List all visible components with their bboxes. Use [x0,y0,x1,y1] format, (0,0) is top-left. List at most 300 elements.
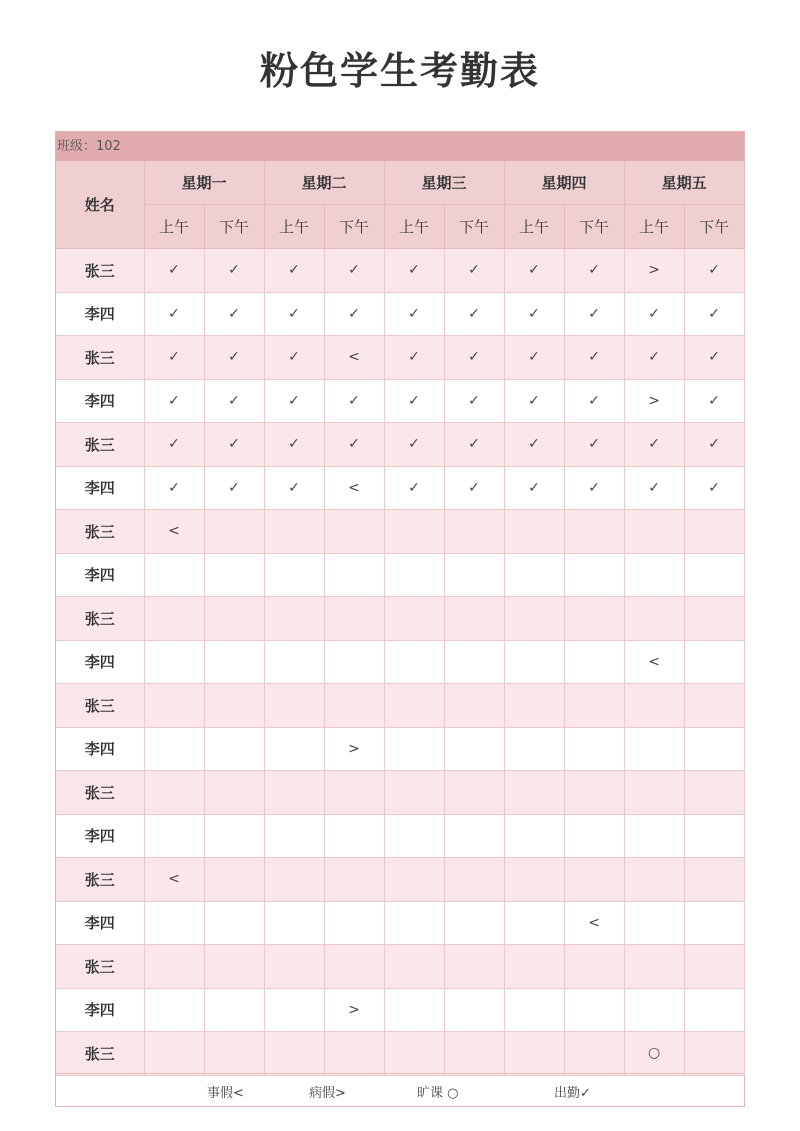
attendance-cell [624,858,684,902]
attendance-cell [264,249,324,293]
attendance-cell [264,292,324,336]
table-row [56,814,744,858]
attendance-cell [384,727,444,771]
attendance-rows [56,249,744,1076]
attendance-cell [264,379,324,423]
attendance-cell [384,1032,444,1076]
attendance-mark: ✓ [168,479,180,496]
attendance-cell [384,684,444,728]
attendance-mark: ✓ [708,262,720,279]
attendance-cell [144,379,204,423]
class-label: 班级：102 [56,132,744,161]
attendance-cell [144,597,204,641]
attendance-cell [144,292,204,336]
attendance-cell [564,510,624,554]
attendance-cell [444,292,504,336]
legend-personal-leave: 事假< [207,1086,244,1101]
student-name: 李四 [56,379,144,423]
attendance-cell [564,988,624,1032]
student-name: 李四 [56,988,144,1032]
attendance-cell [684,336,744,380]
attendance-cell [564,466,624,510]
attendance-cell [324,423,384,467]
pm-header: 下午 [204,205,264,249]
attendance-cell [624,249,684,293]
attendance-cell [504,684,564,728]
attendance-cell [444,379,504,423]
attendance-mark: > [348,740,360,757]
attendance-cell [144,1032,204,1076]
attendance-cell [264,466,324,510]
attendance-cell [144,684,204,728]
attendance-cell [444,597,504,641]
attendance-mark: ✓ [468,262,480,279]
attendance-cell [504,379,564,423]
attendance-cell [204,292,264,336]
attendance-cell [384,336,444,380]
attendance-cell [444,336,504,380]
attendance-cell [684,379,744,423]
attendance-cell [444,249,504,293]
attendance-cell [264,1032,324,1076]
attendance-mark: ✓ [348,436,360,453]
attendance-cell [384,249,444,293]
attendance-cell [564,336,624,380]
table-row [56,510,744,554]
attendance-cell [624,640,684,684]
attendance-cell [384,901,444,945]
attendance-cell [684,988,744,1032]
student-name: 张三 [56,771,144,815]
attendance-cell [504,727,564,771]
attendance-cell [564,1032,624,1076]
legend-sick-leave: 病假> [309,1086,346,1101]
attendance-cell [684,249,744,293]
attendance-cell [384,858,444,902]
attendance-cell [324,466,384,510]
attendance-cell [264,771,324,815]
attendance-cell [324,1032,384,1076]
attendance-cell [564,814,624,858]
attendance-cell [264,945,324,989]
attendance-cell [144,249,204,293]
attendance-cell [684,597,744,641]
attendance-cell [564,901,624,945]
attendance-cell [624,336,684,380]
attendance-mark: ✓ [528,305,540,322]
attendance-cell [324,597,384,641]
attendance-mark: ✓ [468,305,480,322]
attendance-cell [504,510,564,554]
attendance-mark: ✓ [468,436,480,453]
table-row [56,597,744,641]
attendance-cell [204,901,264,945]
attendance-cell [204,597,264,641]
attendance-mark: ✓ [528,262,540,279]
attendance-mark: ✓ [588,349,600,366]
attendance-sheet [55,131,745,1107]
attendance-cell [384,292,444,336]
attendance-cell [564,727,624,771]
attendance-cell [324,292,384,336]
attendance-cell [204,510,264,554]
attendance-mark: ✓ [588,262,600,279]
attendance-cell [444,423,504,467]
attendance-cell [384,379,444,423]
attendance-mark: ✓ [288,349,300,366]
table-row [56,292,744,336]
table-row [56,901,744,945]
attendance-cell [324,249,384,293]
attendance-cell [564,553,624,597]
attendance-cell [324,814,384,858]
attendance-cell [264,336,324,380]
attendance-mark: ✓ [168,349,180,366]
attendance-cell [324,336,384,380]
table-row [56,1032,744,1076]
attendance-cell [204,336,264,380]
attendance-cell [204,945,264,989]
attendance-mark: ✓ [588,305,600,322]
attendance-mark: ✓ [168,262,180,279]
attendance-mark: ✓ [468,479,480,496]
attendance-cell [144,988,204,1032]
attendance-cell [204,640,264,684]
attendance-cell [624,988,684,1032]
day-header-wednesday: 星期三 [384,161,504,205]
day-header-tuesday: 星期二 [264,161,384,205]
attendance-cell [564,858,624,902]
attendance-cell [324,510,384,554]
attendance-cell [144,466,204,510]
attendance-mark: ✓ [708,305,720,322]
attendance-cell [504,336,564,380]
attendance-cell [564,945,624,989]
table-row [56,466,744,510]
attendance-cell [624,423,684,467]
attendance-mark: ✓ [168,436,180,453]
attendance-cell [504,553,564,597]
attendance-cell [264,640,324,684]
attendance-cell [324,988,384,1032]
attendance-cell [144,640,204,684]
name-column-header: 姓名 [56,161,144,249]
student-name: 张三 [56,510,144,554]
attendance-mark: < [348,479,360,496]
attendance-mark: ✓ [348,262,360,279]
attendance-cell [384,771,444,815]
attendance-mark: ✓ [168,392,180,409]
attendance-mark: ✓ [168,305,180,322]
attendance-mark: ✓ [288,305,300,322]
attendance-cell [504,858,564,902]
attendance-cell [144,814,204,858]
attendance-cell [564,423,624,467]
attendance-cell [624,901,684,945]
attendance-cell [384,988,444,1032]
table-row [56,771,744,815]
attendance-cell [204,771,264,815]
am-header: 上午 [624,205,684,249]
attendance-mark: > [648,262,660,279]
attendance-cell [504,945,564,989]
attendance-cell [444,945,504,989]
attendance-cell [684,727,744,771]
attendance-cell [444,858,504,902]
attendance-cell [204,1032,264,1076]
attendance-cell [444,553,504,597]
attendance-cell [444,466,504,510]
attendance-cell [684,901,744,945]
day-header-thursday: 星期四 [504,161,624,205]
attendance-cell [144,423,204,467]
attendance-cell [384,597,444,641]
attendance-cell [444,684,504,728]
attendance-cell [624,292,684,336]
attendance-cell [564,771,624,815]
attendance-cell [264,858,324,902]
attendance-cell [504,771,564,815]
attendance-cell [264,597,324,641]
attendance-mark: ✓ [708,436,720,453]
attendance-mark: ✓ [228,392,240,409]
attendance-mark: ✓ [468,349,480,366]
table-row [56,640,744,684]
student-name: 李四 [56,292,144,336]
attendance-cell [144,336,204,380]
attendance-cell [384,466,444,510]
attendance-cell [444,988,504,1032]
student-name: 张三 [56,858,144,902]
attendance-cell [324,684,384,728]
attendance-mark: ✓ [528,349,540,366]
attendance-cell [204,684,264,728]
attendance-cell [444,814,504,858]
am-header: 上午 [144,205,204,249]
attendance-mark: ✓ [228,349,240,366]
attendance-cell [444,727,504,771]
attendance-mark: ✓ [408,262,420,279]
student-name: 李四 [56,814,144,858]
table-row [56,249,744,293]
attendance-cell [384,640,444,684]
attendance-cell [264,901,324,945]
attendance-mark: ✓ [228,479,240,496]
table-row [56,423,744,467]
attendance-cell [684,814,744,858]
attendance-mark: ✓ [468,392,480,409]
attendance-cell [564,249,624,293]
attendance-mark: < [588,914,600,931]
attendance-cell [144,858,204,902]
attendance-mark: ✓ [648,479,660,496]
attendance-cell [204,988,264,1032]
attendance-cell [624,597,684,641]
legend-absent: 旷课 ○ [417,1086,459,1101]
attendance-cell [624,727,684,771]
attendance-cell [144,945,204,989]
student-name: 张三 [56,336,144,380]
attendance-mark: ✓ [648,436,660,453]
attendance-mark: ✓ [708,349,720,366]
attendance-mark: ✓ [228,436,240,453]
attendance-cell [504,988,564,1032]
attendance-cell [504,597,564,641]
attendance-cell [264,423,324,467]
attendance-cell [324,901,384,945]
attendance-cell [144,901,204,945]
student-name: 李四 [56,727,144,771]
attendance-cell [684,292,744,336]
attendance-mark: ✓ [648,305,660,322]
attendance-cell [564,684,624,728]
attendance-cell [144,510,204,554]
attendance-cell [324,771,384,815]
attendance-mark: ✓ [408,392,420,409]
attendance-cell [684,771,744,815]
table-row [56,945,744,989]
attendance-cell [264,510,324,554]
student-name: 张三 [56,945,144,989]
attendance-cell [564,379,624,423]
attendance-cell [384,945,444,989]
attendance-mark: ✓ [708,392,720,409]
attendance-cell [624,553,684,597]
attendance-cell [384,510,444,554]
attendance-cell [324,945,384,989]
attendance-cell [204,423,264,467]
attendance-cell [444,1032,504,1076]
attendance-cell [384,423,444,467]
attendance-cell [324,858,384,902]
attendance-mark: ✓ [708,479,720,496]
attendance-cell [264,988,324,1032]
attendance-mark: ✓ [528,479,540,496]
attendance-mark: < [168,523,180,540]
attendance-cell [504,640,564,684]
table-row [56,336,744,380]
student-name: 李四 [56,553,144,597]
attendance-cell [384,814,444,858]
am-header: 上午 [504,205,564,249]
attendance-cell [384,553,444,597]
attendance-mark: ○ [647,1045,661,1062]
attendance-cell [264,814,324,858]
attendance-mark: ✓ [348,392,360,409]
am-header: 上午 [264,205,324,249]
attendance-mark: ✓ [588,392,600,409]
attendance-cell [144,553,204,597]
attendance-cell [204,727,264,771]
attendance-mark: < [168,871,180,888]
attendance-mark: ✓ [288,262,300,279]
student-name: 张三 [56,1032,144,1076]
attendance-cell [684,640,744,684]
attendance-cell [444,901,504,945]
attendance-mark: ✓ [288,436,300,453]
attendance-mark: ✓ [408,305,420,322]
attendance-mark: ✓ [528,436,540,453]
legend [56,1073,744,1106]
attendance-cell [504,423,564,467]
table-row [56,379,744,423]
attendance-cell [504,249,564,293]
attendance-cell [504,901,564,945]
am-header: 上午 [384,205,444,249]
student-name: 李四 [56,640,144,684]
attendance-mark: ✓ [588,436,600,453]
attendance-cell [624,945,684,989]
attendance-cell [684,945,744,989]
legend-present: 出勤✓ [554,1086,591,1101]
attendance-mark: < [648,653,660,670]
table-row [56,553,744,597]
attendance-cell [504,814,564,858]
attendance-mark: ✓ [408,349,420,366]
attendance-cell [264,727,324,771]
student-name: 张三 [56,423,144,467]
student-name: 张三 [56,249,144,293]
attendance-cell [564,292,624,336]
pm-header: 下午 [324,205,384,249]
attendance-mark: > [648,392,660,409]
attendance-mark: ✓ [288,392,300,409]
table-row [56,988,744,1032]
attendance-cell [684,858,744,902]
attendance-cell [324,379,384,423]
attendance-cell [444,510,504,554]
attendance-cell [624,466,684,510]
attendance-mark: ✓ [408,436,420,453]
attendance-mark: ✓ [288,479,300,496]
attendance-cell [504,1032,564,1076]
attendance-cell [504,466,564,510]
attendance-mark: ✓ [348,305,360,322]
attendance-cell [204,858,264,902]
attendance-cell [684,466,744,510]
attendance-cell [264,684,324,728]
attendance-cell [204,814,264,858]
attendance-cell [144,727,204,771]
attendance-mark: ✓ [408,479,420,496]
student-name: 李四 [56,901,144,945]
student-name: 李四 [56,466,144,510]
attendance-cell [624,510,684,554]
attendance-cell [144,771,204,815]
attendance-cell [624,771,684,815]
day-header-friday: 星期五 [624,161,744,205]
attendance-cell [684,1032,744,1076]
pm-header: 下午 [684,205,744,249]
attendance-mark: < [348,349,360,366]
attendance-cell [624,379,684,423]
day-header-monday: 星期一 [144,161,264,205]
attendance-cell [324,640,384,684]
pm-header: 下午 [444,205,504,249]
attendance-mark: ✓ [528,392,540,409]
attendance-cell [564,640,624,684]
table-row [56,858,744,902]
attendance-mark: ✓ [588,479,600,496]
attendance-mark: ✓ [648,349,660,366]
attendance-cell [684,510,744,554]
table-row [56,684,744,728]
attendance-cell [324,727,384,771]
student-name: 张三 [56,684,144,728]
attendance-cell [504,292,564,336]
attendance-mark: ✓ [228,305,240,322]
attendance-cell [204,379,264,423]
